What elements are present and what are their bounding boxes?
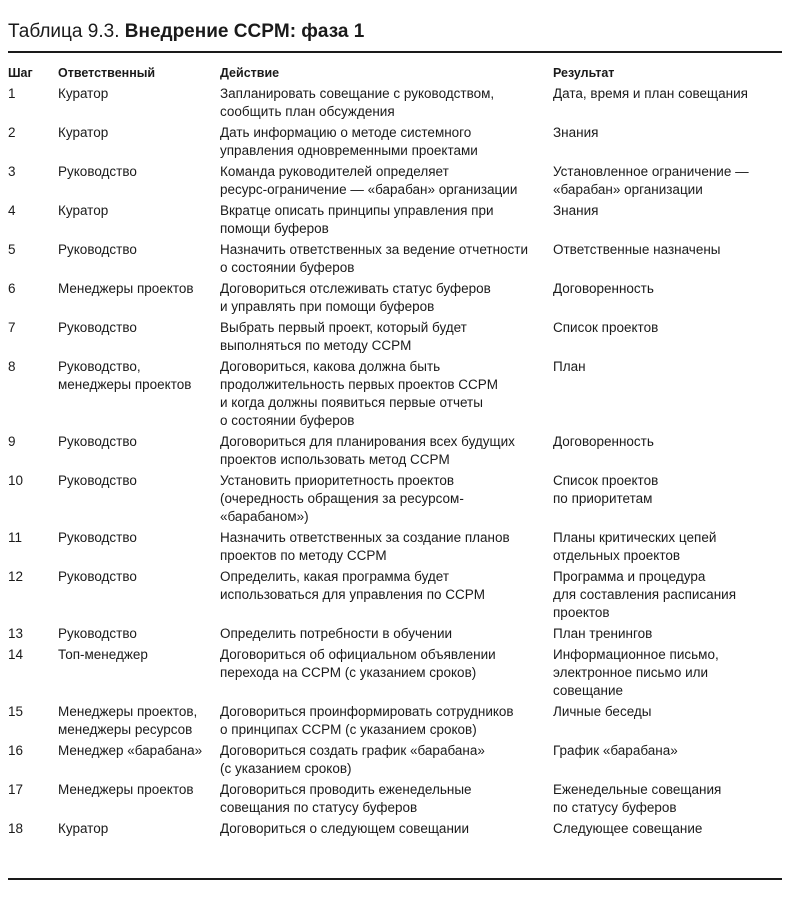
header-action: Действие	[220, 66, 280, 80]
responsible-cell-line: Менеджер «барабана»	[58, 743, 203, 758]
responsible-cell-line: Руководство	[58, 626, 137, 641]
action-cell	[220, 277, 553, 316]
result-cell	[553, 700, 782, 739]
step-number: 2	[8, 125, 16, 140]
result-cell-line: по статусу буферов	[553, 800, 677, 815]
result-cell	[553, 355, 782, 430]
action-cell	[220, 238, 553, 277]
result-cell-line: проектов	[553, 605, 610, 620]
result-cell-line: электронное письмо или	[553, 665, 709, 680]
action-cell-line: проектов использовать метод CCPM	[220, 452, 450, 467]
result-cell-line: Информационное письмо,	[553, 647, 719, 662]
step-number: 12	[8, 569, 24, 584]
table-bottom-rule	[8, 878, 782, 880]
table-row	[8, 526, 782, 565]
action-cell-line: Вкратце описать принципы управления при	[220, 203, 494, 218]
result-cell	[553, 160, 782, 199]
responsible-cell	[58, 121, 220, 160]
result-cell	[553, 778, 782, 817]
responsible-cell	[58, 82, 220, 121]
table-row	[8, 316, 782, 355]
action-cell	[220, 700, 553, 739]
action-cell-line: Запланировать совещание с руководством,	[220, 86, 495, 101]
action-cell-line: Определить, какая программа будет	[220, 569, 450, 584]
step-number: 11	[8, 530, 23, 545]
table-body	[8, 82, 782, 838]
responsible-cell-line: Менеджеры проектов	[58, 782, 194, 797]
responsible-cell	[58, 160, 220, 199]
result-cell-line: Ответственные назначены	[553, 242, 721, 257]
table-caption	[8, 20, 364, 44]
responsible-cell-line: Руководство	[58, 242, 137, 257]
responsible-cell	[58, 316, 220, 355]
action-cell-line: выполняться по методу CCPM	[220, 338, 412, 353]
action-cell	[220, 316, 553, 355]
table-row	[8, 82, 782, 121]
responsible-cell-line: Топ-менеджер	[58, 647, 148, 662]
step-number: 15	[8, 704, 24, 719]
step-number: 7	[8, 320, 16, 335]
result-cell	[553, 199, 782, 238]
table-row	[8, 277, 782, 316]
table-row	[8, 700, 782, 739]
action-cell-line: «барабаном»)	[220, 509, 309, 524]
responsible-cell-line: Руководство,	[58, 359, 141, 374]
step-number: 14	[8, 647, 24, 662]
caption-title: Внедрение CCPM: фаза 1	[124, 21, 365, 42]
action-cell	[220, 82, 553, 121]
step-number: 10	[8, 473, 24, 488]
result-cell	[553, 565, 782, 622]
action-cell-line: о состоянии буферов	[220, 413, 355, 428]
action-cell-line: ресурс-ограничение — «барабан» организации	[220, 182, 518, 197]
action-cell-line: сообщить план обсуждения	[220, 104, 395, 119]
action-cell-line: и когда должны появиться первые отчеты	[220, 395, 483, 410]
responsible-cell-line: Руководство	[58, 530, 137, 545]
action-cell-line: проектов по методу CCPM	[220, 548, 387, 563]
responsible-cell-line: Руководство	[58, 434, 137, 449]
responsible-cell	[58, 817, 220, 838]
header-step: Шаг	[8, 66, 33, 80]
result-cell-line: Знания	[553, 203, 599, 218]
action-cell	[220, 469, 553, 526]
result-cell-line: Установленное ограничение —	[553, 164, 749, 179]
implementation-table	[8, 62, 782, 838]
result-cell-line: «барабан» организации	[553, 182, 703, 197]
result-cell	[553, 526, 782, 565]
result-cell-line: Список проектов	[553, 320, 659, 335]
action-cell-line: (очередность обращения за ресурсом-	[220, 491, 464, 506]
responsible-cell-line: Руководство	[58, 164, 137, 179]
result-cell	[553, 643, 782, 700]
table-top-rule	[8, 51, 782, 53]
result-cell-line: Знания	[553, 125, 599, 140]
action-cell-line: использоваться для управления по CCPM	[220, 587, 486, 602]
action-cell	[220, 565, 553, 622]
table-row	[8, 238, 782, 277]
table-row	[8, 778, 782, 817]
table-header-row	[8, 62, 782, 82]
action-cell-line: Договориться создать график «барабана»	[220, 743, 485, 758]
header-responsible: Ответственный	[58, 66, 156, 80]
action-cell	[220, 778, 553, 817]
table-row	[8, 565, 782, 622]
result-cell	[553, 430, 782, 469]
action-cell-line: Договориться для планирования всех будущих	[220, 434, 515, 449]
step-number: 16	[8, 743, 24, 758]
action-cell-line: (с указанием сроков)	[220, 761, 352, 776]
action-cell-line: о принципах CCPM (с указанием сроков)	[220, 722, 477, 737]
action-cell	[220, 739, 553, 778]
result-cell	[553, 238, 782, 277]
responsible-cell-line: Куратор	[58, 821, 109, 836]
responsible-cell	[58, 355, 220, 430]
result-cell-line: Личные беседы	[553, 704, 652, 719]
result-cell-line: Дата, время и план совещания	[553, 86, 748, 101]
responsible-cell-line: менеджеры ресурсов	[58, 722, 193, 737]
result-cell-line: План	[553, 359, 586, 374]
step-number: 13	[8, 626, 24, 641]
result-cell-line: График «барабана»	[553, 743, 678, 758]
action-cell-line: Договориться проинформировать сотрудников	[220, 704, 514, 719]
responsible-cell	[58, 199, 220, 238]
responsible-cell-line: Куратор	[58, 125, 109, 140]
step-number: 4	[8, 203, 16, 218]
action-cell-line: Назначить ответственных за ведение отчетности	[220, 242, 529, 257]
action-cell	[220, 121, 553, 160]
responsible-cell	[58, 430, 220, 469]
table-row	[8, 739, 782, 778]
action-cell-line: перехода на CCPM (с указанием сроков)	[220, 665, 477, 680]
result-cell-line: Программа и процедура	[553, 569, 706, 584]
result-cell-line: Договоренность	[553, 281, 654, 296]
action-cell-line: Выбрать первый проект, который будет	[220, 320, 467, 335]
table-row	[8, 469, 782, 526]
action-cell-line: Договориться отслеживать статус буферов	[220, 281, 491, 296]
action-cell-line: помощи буферов	[220, 221, 329, 236]
step-number: 17	[8, 782, 24, 797]
action-cell	[220, 622, 553, 643]
result-cell	[553, 316, 782, 355]
responsible-cell-line: Менеджеры проектов,	[58, 704, 198, 719]
responsible-cell-line: Руководство	[58, 569, 137, 584]
responsible-cell	[58, 622, 220, 643]
responsible-cell	[58, 526, 220, 565]
action-cell-line: Дать информацию о методе системного	[220, 125, 472, 140]
table-row	[8, 121, 782, 160]
responsible-cell	[58, 739, 220, 778]
table-row	[8, 160, 782, 199]
action-cell	[220, 526, 553, 565]
step-number: 18	[8, 821, 24, 836]
responsible-cell	[58, 469, 220, 526]
action-cell	[220, 430, 553, 469]
step-number: 9	[8, 434, 16, 449]
responsible-cell	[58, 565, 220, 622]
result-cell	[553, 277, 782, 316]
responsible-cell	[58, 277, 220, 316]
responsible-cell-line: Куратор	[58, 86, 109, 101]
responsible-cell-line: менеджеры проектов	[58, 377, 192, 392]
result-cell	[553, 121, 782, 160]
result-cell	[553, 469, 782, 526]
action-cell-line: Назначить ответственных за создание планов	[220, 530, 510, 545]
table-row	[8, 622, 782, 643]
result-cell-line: Договоренность	[553, 434, 654, 449]
action-cell-line: Команда руководителей определяет	[220, 164, 449, 179]
action-cell	[220, 355, 553, 430]
action-cell	[220, 643, 553, 700]
result-cell	[553, 622, 782, 643]
result-cell	[553, 817, 782, 838]
result-cell-line: План тренингов	[553, 626, 653, 641]
result-cell	[553, 739, 782, 778]
table-row	[8, 199, 782, 238]
result-cell-line: Список проектов	[553, 473, 659, 488]
action-cell-line: Установить приоритетность проектов	[220, 473, 455, 488]
table-row	[8, 643, 782, 700]
step-number: 3	[8, 164, 16, 179]
action-cell-line: совещания по статусу буферов	[220, 800, 418, 815]
action-cell-line: Договориться об официальном объявлении	[220, 647, 496, 662]
header-result: Результат	[553, 66, 615, 80]
result-cell-line: по приоритетам	[553, 491, 653, 506]
result-cell-line: отдельных проектов	[553, 548, 681, 563]
action-cell-line: Договориться проводить еженедельные	[220, 782, 472, 797]
action-cell-line: Договориться о следующем совещании	[220, 821, 469, 836]
step-number: 6	[8, 281, 16, 296]
action-cell-line: Договориться, какова должна быть	[220, 359, 441, 374]
result-cell	[553, 82, 782, 121]
action-cell-line: о состоянии буферов	[220, 260, 355, 275]
action-cell-line: Определить потребности в обучении	[220, 626, 453, 641]
table-row	[8, 430, 782, 469]
caption-prefix: Таблица 9.3.	[8, 21, 120, 42]
responsible-cell-line: Руководство	[58, 320, 137, 335]
action-cell-line: управления одновременными проектами	[220, 143, 478, 158]
responsible-cell	[58, 643, 220, 700]
action-cell-line: продолжительность первых проектов CCPM	[220, 377, 499, 392]
table-row	[8, 355, 782, 430]
result-cell-line: Следующее совещание	[553, 821, 703, 836]
responsible-cell-line: Куратор	[58, 203, 109, 218]
action-cell	[220, 199, 553, 238]
step-number: 5	[8, 242, 16, 257]
result-cell-line: для составления расписания	[553, 587, 737, 602]
responsible-cell	[58, 700, 220, 739]
responsible-cell	[58, 778, 220, 817]
responsible-cell-line: Руководство	[58, 473, 137, 488]
responsible-cell-line: Менеджеры проектов	[58, 281, 194, 296]
table-row	[8, 817, 782, 838]
result-cell-line: Еженедельные совещания	[553, 782, 722, 797]
responsible-cell	[58, 238, 220, 277]
result-cell-line: Планы критических цепей	[553, 530, 717, 545]
action-cell	[220, 160, 553, 199]
step-number: 8	[8, 359, 16, 374]
step-number: 1	[8, 86, 16, 101]
action-cell	[220, 817, 553, 838]
action-cell-line: и управлять при помощи буферов	[220, 299, 435, 314]
result-cell-line: совещание	[553, 683, 624, 698]
